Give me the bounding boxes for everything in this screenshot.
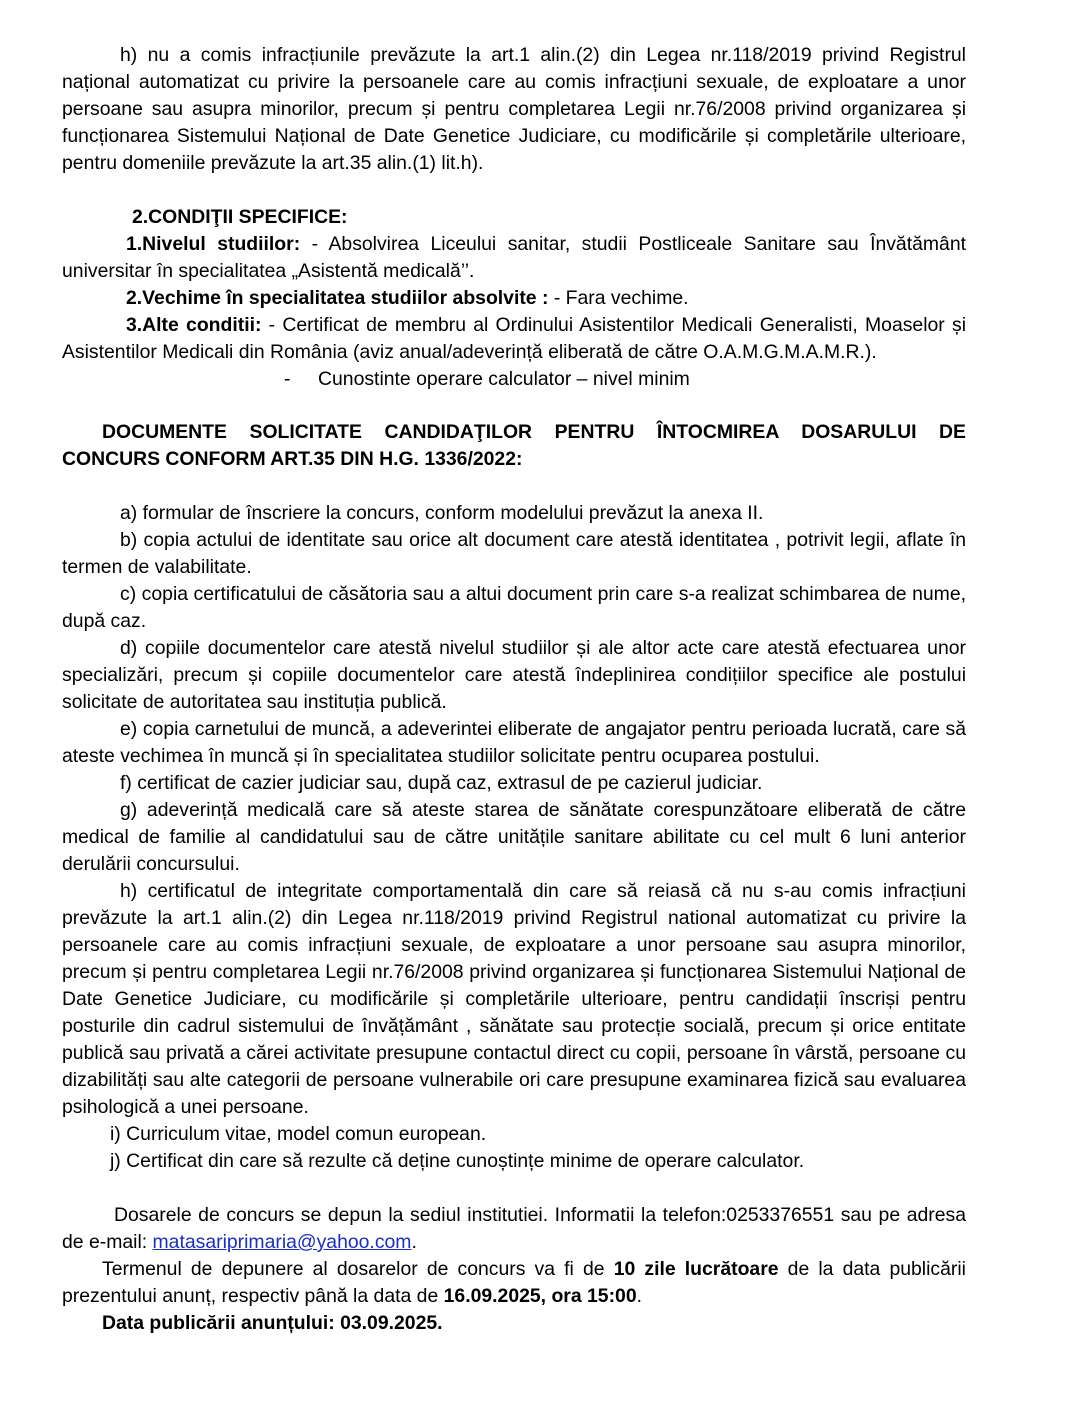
studies-text: - Absolvirea Liceului sanitar, studii Postliceale Sanitare sau Învătământ universitar în specialitatea „Asistentă medicală’’.: [62, 233, 966, 282]
specific-conditions-title: 2.CONDIŢII SPECIFICE:: [132, 206, 348, 228]
bullet-dash: -: [284, 368, 291, 390]
other-requirements: [62, 312, 966, 366]
submission-paragraph: [62, 1202, 966, 1256]
publication-date-text: Data publicării anunțului: 03.09.2025.: [102, 1312, 443, 1334]
submission-text: Dosarele de concurs se depun la sediul institutiei. Informatii la telefon:0253376551 sau pe adresa de e-mail:: [62, 1204, 966, 1253]
deadline-prefix: Termenul de depunere al dosarelor de concurs va fi de: [102, 1258, 614, 1280]
seniority-requirement: [62, 285, 966, 312]
other-label: 3.Alte conditii:: [126, 314, 262, 336]
publication-date: [62, 1310, 966, 1337]
email-suffix: .: [411, 1231, 417, 1253]
deadline-days: 10 zile lucrătoare: [613, 1258, 779, 1280]
document-item-b: b) copia actului de identitate sau orice alt document care atestă identitatea , potrivit legii, aflate în termen de valabilitate.: [62, 529, 966, 578]
computer-skills-bullet: [62, 366, 966, 393]
seniority-text: - Fara vechime.: [548, 287, 689, 309]
document-item-h: h) certificatul de integritate comportamentală din care să reiasă că nu s-au comis infracțiuni prevăzute la art.1 alin.(2) din Legea nr.118/2019 privind Registrul national automatizat cu privire la persoanele care au comis infracțiuni sexuale, de exploatare a unor persoane sau asupra minorilor, precum și pentru completarea Legii nr.76/2008 privind organizarea și funcționarea Sistemului Național de Date Genetice Judiciare, cu modificările și completările ulterioare, pentru candidații înscriși pentru posturile din cadrul sistemului de învățământ , sănătate sau protecție socială, precum și orice entitate publică sau privată a cărei activitate presupune contactul direct cu copii, persoane în vârstă, persoane cu dizabilități sau alte categorii de persoane vulnerabile ori care presupune examinarea fizică sau evaluarea psihologică a unei persoane.: [62, 880, 966, 1118]
deadline-paragraph: [62, 1256, 966, 1310]
computer-skills-text: Cunostinte operare calculator – nivel minim: [318, 368, 690, 390]
documents-list: [62, 500, 966, 1175]
deadline-date: 16.09.2025, ora 15:00: [443, 1285, 637, 1307]
document-item-j: j) Certificat din care să rezulte că deține cunoștințe minime de operare calculator.: [110, 1150, 805, 1172]
document-item-c: c) copia certificatului de căsătoria sau a altui document prin care s-a realizat schimbarea de nume, după caz.: [62, 583, 966, 632]
specific-conditions-heading: [62, 204, 966, 231]
studies-requirement: [62, 231, 966, 285]
document-item-a: a) formular de înscriere la concurs, conform modelului prevăzut la anexa II.: [120, 502, 764, 524]
deadline-middle: de la data publicării prezentului anunț, respectiv până la data de: [62, 1258, 966, 1307]
studies-label: 1.Nivelul studiilor:: [126, 233, 301, 255]
intro-paragraph-h: h) nu a comis infracțiunile prevăzute la art.1 alin.(2) din Legea nr.118/2019 privind Registrul național automatizat cu privire la persoanele care au comis infracțiuni sexuale, de exploatare a unor persoane sau asupra minorilor, precum și pentru completarea Legii nr.76/2008 privind organizarea și funcționarea Sistemului Național de Date Genetice Judiciare, cu modificările și completările ulterioare, pentru domeniile prevăzute la art.35 alin.(1) lit.h).: [62, 44, 966, 174]
document-item-g: g) adeverință medicală care să ateste starea de sănătate corespunzătoare eliberată de către medical de familie al candidatului sau de către unitățile sanitare abilitate cu cel mult 6 luni anterior derulării concursului.: [62, 799, 966, 875]
document-item-i: i) Curriculum vitae, model comun european.: [110, 1123, 487, 1145]
deadline-suffix: .: [636, 1285, 642, 1307]
seniority-label: 2.Vechime în specialitatea studiilor absolvite :: [126, 287, 549, 309]
document-item-f: f) certificat de cazier judiciar sau, după caz, extrasul de pe cazierul judiciar.: [120, 772, 763, 794]
document-item-e: e) copia carnetului de muncă, a adeverintei eliberate de angajator pentru perioada lucrată, care să ateste vechimea în muncă și în specialitatea studiilor solicitate pentru ocuparea postului.: [62, 718, 966, 767]
documents-heading: DOCUMENTE SOLICITATE CANDIDAŢILOR PENTRU ÎNTOCMIREA DOSARULUI DE CONCURS CONFORM ART.35 DIN H.G. 1336/2022:: [62, 421, 966, 470]
email-link[interactable]: matasariprimaria@yahoo.com: [152, 1231, 412, 1253]
other-text: - Certificat de membru al Ordinului Asistentilor Medicali Generalisti, Moaselor și Asistentilor Medicali din România (aviz anual/adeverință eliberată de către O.A.M.G.M.A.M.R.).: [62, 314, 966, 363]
document-item-d: d) copiile documentelor care atestă nivelul studiilor și ale altor acte care atestă efectuarea unor specializări, precum și copiile documentelor care atestă îndeplinirea condițiilor specifice ale postului solicitate de autoritatea sau instituția publică.: [62, 637, 966, 713]
